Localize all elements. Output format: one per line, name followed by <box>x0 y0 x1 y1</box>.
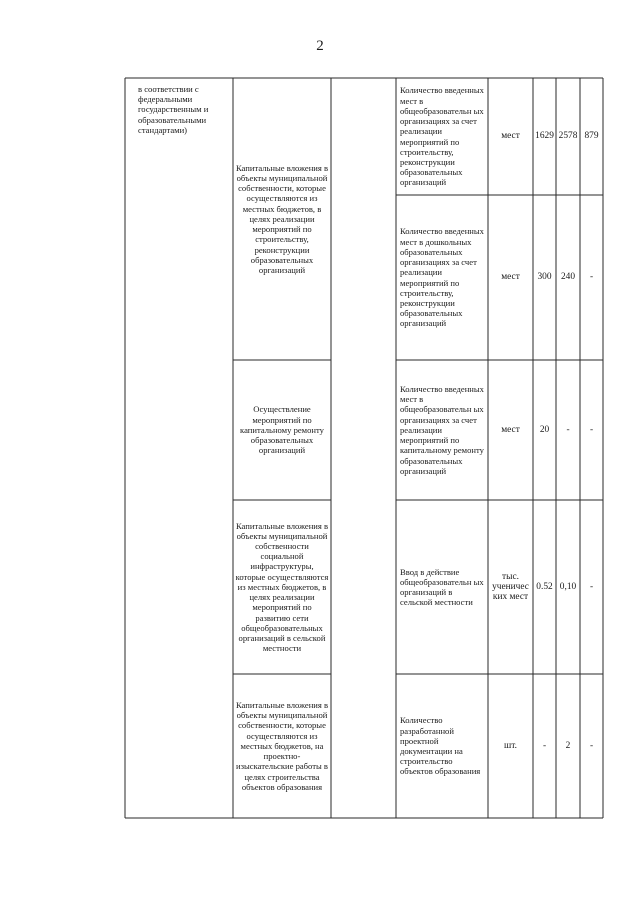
measure-text: Капитальные вложения в объекты муниципальной собственности, которые осуществляются из местных бюджетов, в целях реализации мероприятий по строительству, реконструкции образовательных организаций <box>235 162 329 275</box>
indicator-cell <box>400 197 486 358</box>
value-cell-3 <box>580 80 603 193</box>
measure-cell <box>235 80 329 358</box>
value-cell-2 <box>556 362 580 498</box>
measure-cell <box>235 362 329 498</box>
value-cell-1 <box>533 502 556 672</box>
unit-text: мест <box>501 272 520 283</box>
value-text: 20 <box>539 424 550 435</box>
value-text: 300 <box>537 272 552 283</box>
value-cell-3 <box>580 362 603 498</box>
value-text: - <box>566 424 570 435</box>
value-cell-1 <box>533 197 556 358</box>
value-text: 2578 <box>558 131 578 142</box>
value-text: 0.52 <box>536 581 553 592</box>
measure-text: Капитальные вложения в объекты муниципальной собственности социальной инфраструктуры, которые осуществляются из местных бюджетов, в целях реализации мероприятий по развитию сети общеобразовательных организаций в сельской местности <box>235 520 329 654</box>
value-text: - <box>589 740 594 751</box>
value-cell-3 <box>580 502 603 672</box>
indicator-cell <box>400 502 486 672</box>
indicator-text: Количество разработанной проектной документации на строительство объектов образования <box>400 715 481 777</box>
value-text: - <box>589 581 594 592</box>
indicator-text: Количество введенных мест в дошкольных образовательных организациях за счет реализации мероприятий по строительству, реконструкции образовательных организаций <box>400 226 484 329</box>
column1-text: в соответствии с федеральными государственным и образовательными стандартами) <box>138 84 209 135</box>
value-cell-2 <box>556 197 580 358</box>
page-number: 2 <box>316 38 324 54</box>
indicator-text: Количество введенных мест в общеобразовательн ых организациях за счет реализации мероприятий по капитальному ремонту образовательных организаций <box>400 384 484 476</box>
unit-cell <box>488 197 533 358</box>
unit-cell <box>488 80 533 193</box>
value-cell-2 <box>556 80 580 193</box>
measure-text: Осуществление мероприятий по капитальному ремонту образовательных организаций <box>240 404 324 456</box>
measure-text: Капитальные вложения в объекты муниципальной собственности, которые осуществляются из местных бюджетов, на проектно-изыскательские работы в целях строительства объектов образования <box>235 700 329 792</box>
value-text: - <box>589 424 594 435</box>
unit-text: шт. <box>504 740 517 751</box>
unit-cell <box>488 502 533 672</box>
value-cell-3 <box>580 197 603 358</box>
unit-text: мест <box>501 424 520 435</box>
indicator-text: Ввод в действие общеобразовательн ых организаций в сельской местности <box>400 566 484 608</box>
unit-text: мест <box>501 131 520 142</box>
indicator-cell <box>400 80 486 193</box>
indicator-text: Количество введенных мест в общеобразовательн ых организациях за счет реализации мероприятий по строительству, реконструкции образовательных организаций <box>400 85 484 188</box>
value-cell-1 <box>533 80 556 193</box>
value-cell-1 <box>533 676 556 816</box>
unit-cell <box>488 362 533 498</box>
value-text: 240 <box>560 272 576 283</box>
value-text: - <box>589 272 594 283</box>
value-text: 879 <box>584 131 599 142</box>
value-text: 1629 <box>535 131 554 142</box>
value-text: - <box>542 740 547 751</box>
value-cell-2 <box>556 676 580 816</box>
value-cell-1 <box>533 362 556 498</box>
value-text: 2 <box>565 740 571 751</box>
indicator-cell <box>400 676 486 816</box>
unit-cell <box>488 676 533 816</box>
indicator-cell <box>400 362 486 498</box>
value-cell-2 <box>556 502 580 672</box>
value-text: 0,10 <box>559 581 577 592</box>
value-cell-3 <box>580 676 603 816</box>
measure-cell <box>235 676 329 816</box>
measure-cell <box>235 502 329 672</box>
unit-text: тыс. ученичес ких мест <box>492 571 529 603</box>
